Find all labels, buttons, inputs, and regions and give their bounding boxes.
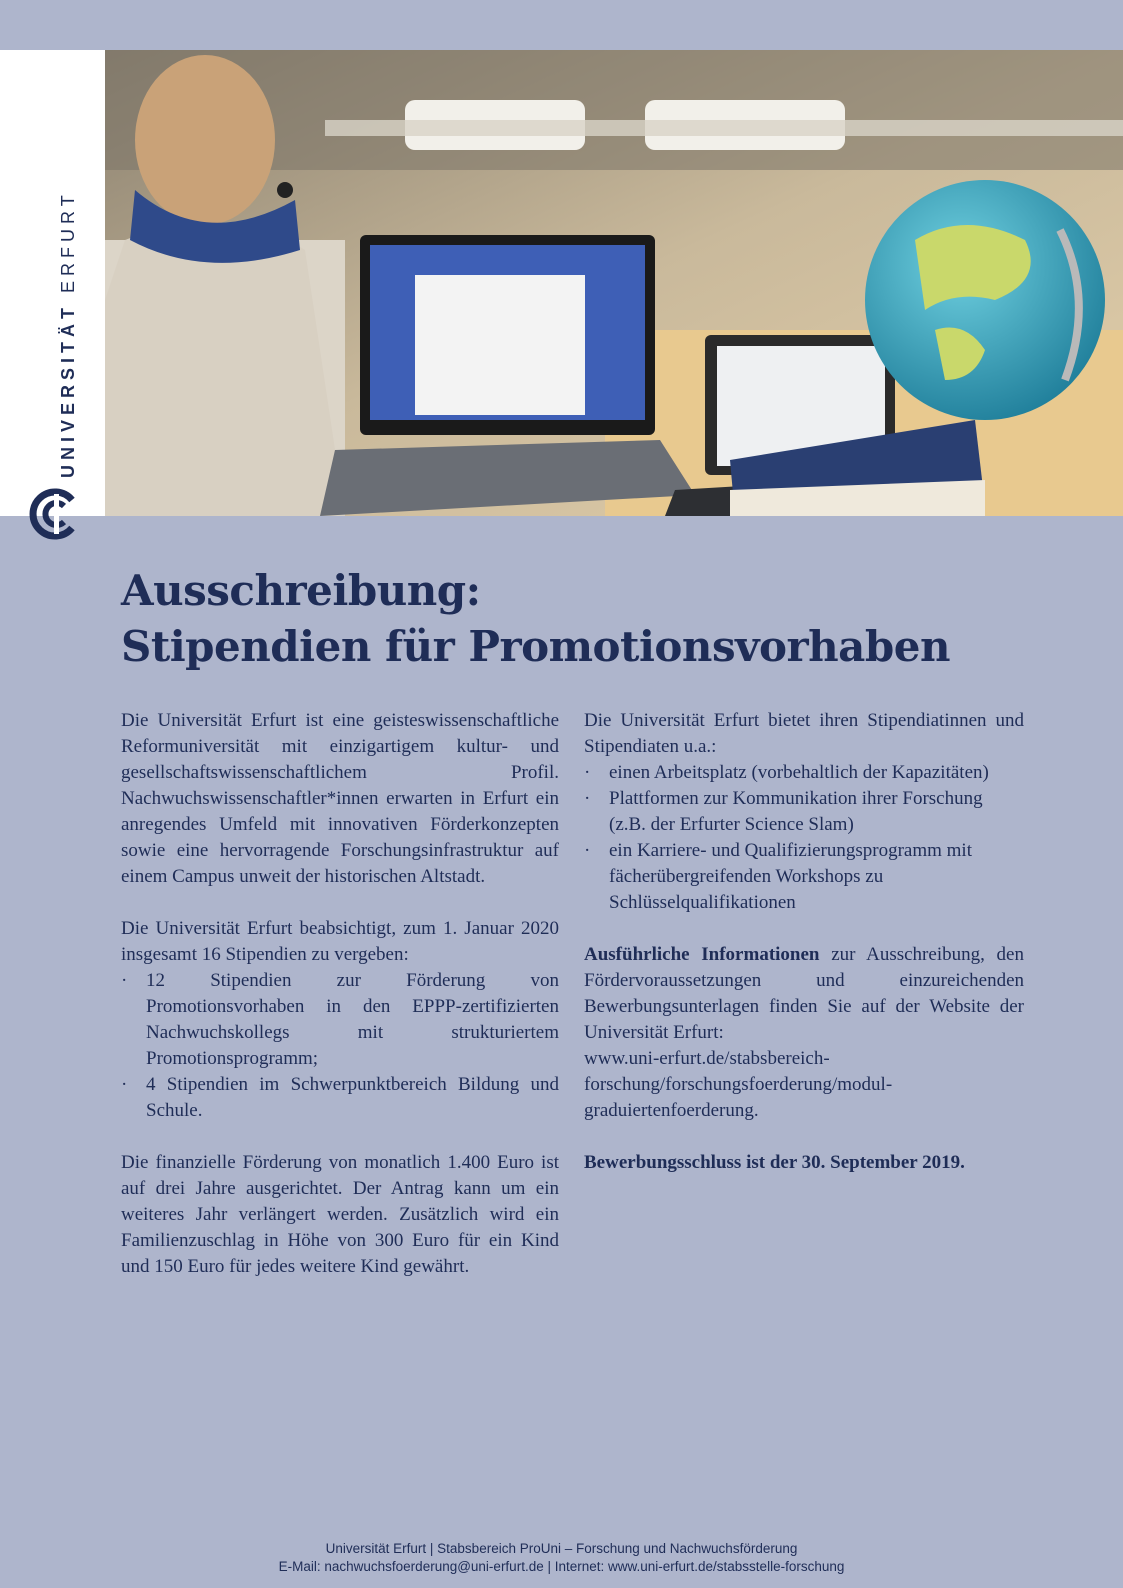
intro-paragraph: Die Universität Erfurt ist eine geisteswissenschaftliche Reformuniversität mit einzigartigem kultur- und gesellschaftswissenschaftlichem Profil. Nachwuchswissenschaftler*innen erwarten in Erfurt ein anregendes Umfeld mit innovativen Förderkonzepten sowie eine hervorragende Forschungsinfrastruktur auf einem Campus unweit der historischen Altstadt. [121, 710, 559, 887]
list-item: · ein Karriere- und Qualifizierungsprogramm mit fächerübergreifenden Workshops zu Schlüsselqualifikationen [584, 838, 1024, 916]
info-heading: Ausführliche Informationen [584, 944, 820, 965]
offer-paragraph: Die Universität Erfurt bietet ihren Stipendiatinnen und Stipendiaten u.a.: [584, 710, 1024, 757]
offer-list [584, 760, 1024, 916]
header-photo [105, 50, 1123, 516]
logo-strip [0, 50, 105, 516]
left-column [121, 708, 559, 1280]
page-title [121, 563, 950, 675]
footer [0, 1540, 1123, 1576]
title-line-2: Stipendien für Promotionsvorhaben [121, 622, 951, 671]
university-wordmark: UNIVERSITÄT ERFURT [58, 190, 78, 478]
university-logo-icon [26, 486, 82, 542]
plan-paragraph: Die Universität Erfurt beabsichtigt, zum 1. Januar 2020 insgesamt 16 Stipendien zu vergeben: [121, 918, 559, 965]
info-url[interactable]: www.uni-erfurt.de/stabsbereich-forschung/forschungsfoerderung/modul-graduiertenfoerderung. [584, 1048, 893, 1121]
list-item: · 4 Stipendien im Schwerpunktbereich Bildung und Schule. [121, 1072, 559, 1124]
funding-paragraph: Die finanzielle Förderung von monatlich 1.400 Euro ist auf drei Jahre ausgerichtet. Der Antrag kann um ein weiteres Jahr verlängert werden. Zusätzlich wird ein Familienzuschlag in Höhe von 300 Euro für ein Kind und 150 Euro für jedes weitere Kind gewährt. [121, 1152, 559, 1277]
right-column [584, 708, 1024, 1176]
footer-line-1: Universität Erfurt | Stabsbereich ProUni – Forschung und Nachwuchsförderung [325, 1541, 798, 1556]
title-line-1: Ausschreibung: [121, 566, 481, 615]
list-item: · Plattformen zur Kommunikation ihrer Forschung (z.B. der Erfurter Science Slam) [584, 786, 1024, 838]
list-item: · 12 Stipendien zur Förderung von Promotionsvorhaben in den EPPP-zertifizierten Nachwuchskollegs mit strukturiertem Promotionsprogramm; [121, 968, 559, 1072]
deadline-text: Bewerbungsschluss ist der 30. September 2019. [584, 1152, 965, 1173]
footer-line-2: E-Mail: nachwuchsfoerderung@uni-erfurt.de | Internet: www.uni-erfurt.de/stabsstelle-forschung [278, 1559, 845, 1574]
list-item: · einen Arbeitsplatz (vorbehaltlich der Kapazitäten) [584, 760, 1024, 786]
info-text: zur Ausschreibung, den Fördervoraussetzungen und einzureichenden Bewerbungsunterlagen finden Sie auf der Website der Universität Erfurt: [584, 944, 1024, 1043]
info-paragraph [584, 942, 1024, 1046]
scholarship-list [121, 968, 559, 1124]
